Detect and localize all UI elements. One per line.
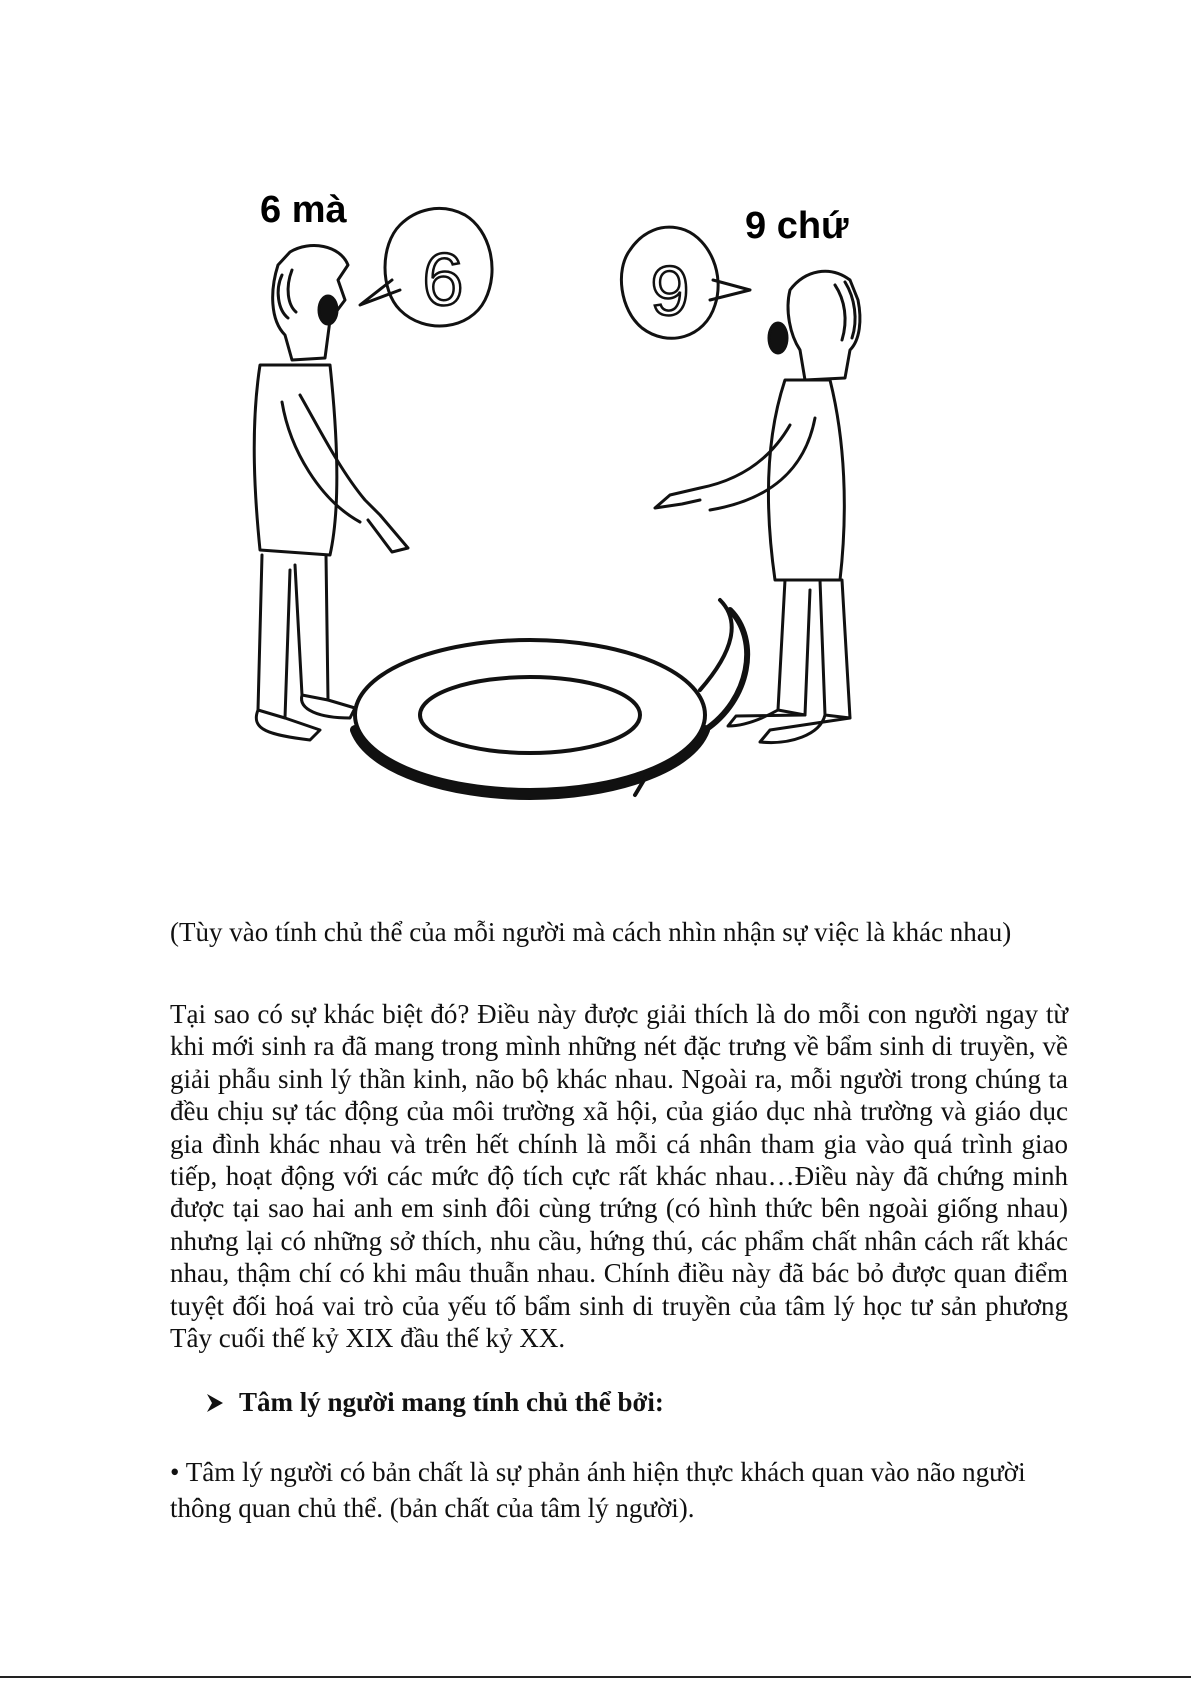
left-speech-label: 6 mà bbox=[260, 189, 347, 231]
left-bubble-digit: 6 bbox=[422, 238, 464, 321]
right-person-figure bbox=[655, 271, 860, 742]
figure-caption: (Tùy vào tính chủ thể của mỗi người mà cách nhìn nhận sự việc là khác nhau) bbox=[170, 917, 1012, 947]
ground-digit-shape bbox=[355, 600, 747, 795]
section-heading-text: Tâm lý người mang tính chủ thể bởi: bbox=[239, 1387, 664, 1417]
bottom-rule bbox=[0, 1676, 1191, 1678]
arrow-bullet-icon bbox=[205, 1392, 225, 1414]
bullet-point: • Tâm lý người có bản chất là sự phản ánh hiện thực khách quan vào não người thông quan chủ thể. (bản chất của tâm lý người). bbox=[170, 1457, 1026, 1523]
right-bubble-digit: 9 bbox=[650, 252, 690, 330]
cartoon-svg bbox=[230, 170, 950, 870]
section-heading bbox=[205, 1387, 664, 1418]
cartoon-illustration bbox=[230, 170, 950, 870]
right-speech-label: 9 chứ bbox=[745, 205, 849, 247]
body-paragraph: Tại sao có sự khác biệt đó? Điều này được giải thích là do mỗi con người ngay từ khi mới sinh ra đã mang trong mình những nét đặc trưng về bẩm sinh di truyền, về giải phẫu sinh lý thần kinh, não bộ khác nhau. Ngoài ra, mỗi người trong chúng ta đều chịu sự tác động của môi trường xã hội, của giáo dục nhà trường và giáo dục gia đình khác nhau và trên hết chính là mỗi cá nhân tham gia vào quá trình giao tiếp, hoạt động với các mức độ tích cực rất khác nhau…Điều này đã chứng minh được tại sao hai anh em sinh đôi cùng trứng (có hình thức bên ngoài giống nhau) nhưng lại có những sở thích, nhu cầu, hứng thú, các phẩm chất nhân cách rất khác nhau, thậm chí có khi mâu thuẫn nhau. Chính điều này đã bác bỏ được quan điểm tuyệt đối hoá vai trò của yếu tố bẩm sinh di truyền của tâm lý học tư sản phương Tây cuối thế kỷ XIX đầu thế kỷ XX. bbox=[170, 999, 1068, 1354]
left-person-figure bbox=[254, 246, 408, 740]
